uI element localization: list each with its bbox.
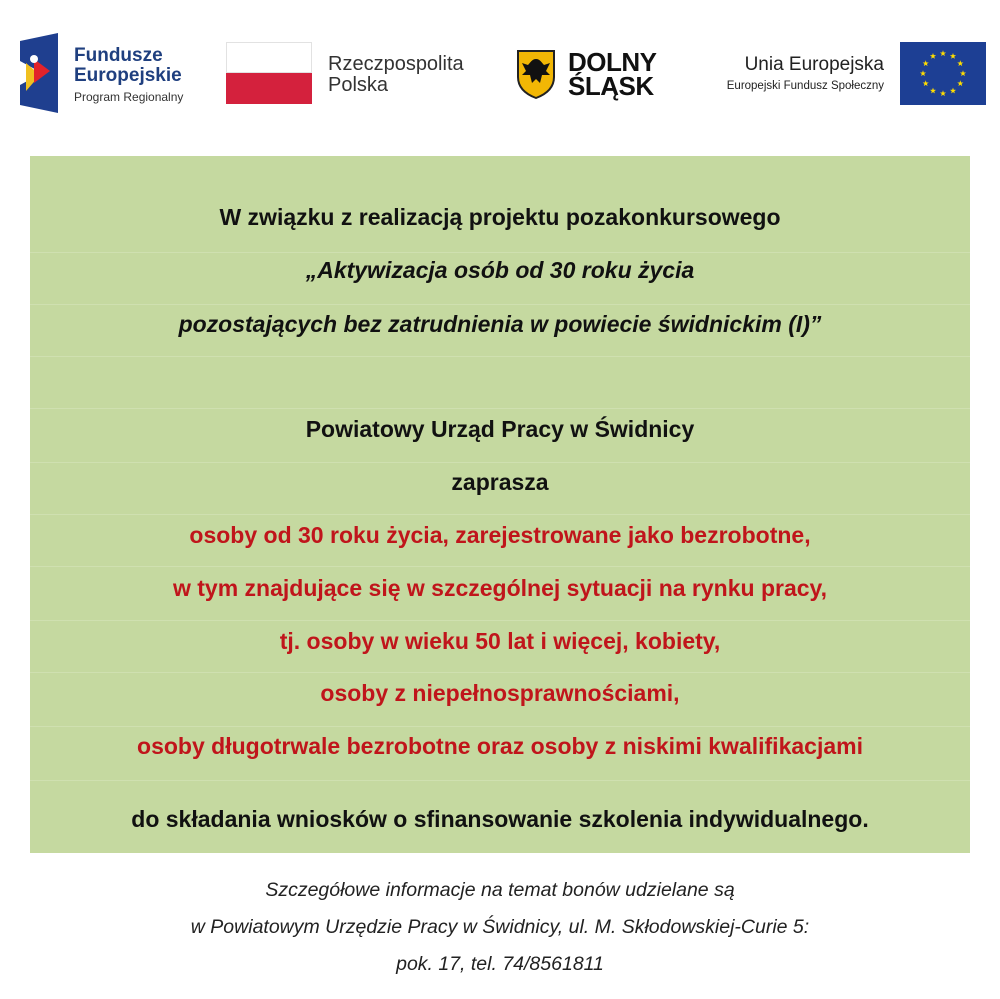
unia-line1: Unia Europejska [744, 54, 884, 75]
project-title-line2: pozostających bez zatrudnienia w powiecie świdnickim (I)” [178, 311, 822, 337]
rzeczpospolita-line1: Rzeczpospolita [328, 53, 464, 75]
target-line5: osoby długotrwale bezrobotne oraz osoby z niskimi kwalifikacjami [137, 733, 863, 759]
unia-europejska-text [700, 54, 884, 96]
announcement-panel [30, 156, 970, 853]
target-line2: w tym znajdujące się w szczególnej sytuacji na rynku pracy, [172, 575, 828, 601]
fundusze-line1: Fundusze [74, 45, 163, 66]
target-line1: osoby od 30 roku życia, zarejestrowane jako bezrobotne, [189, 522, 811, 548]
unia-line2: Europejski Fundusz Społeczny [726, 80, 884, 92]
target-line4: osoby z niepełnosprawnościami, [320, 680, 680, 706]
dolny-slask-line1: DOLNY [568, 47, 657, 77]
logo-bar [0, 0, 1000, 150]
fundusze-line2: Europejskie [74, 65, 182, 86]
office-name: Powiatowy Urząd Pracy w Świdnicy [305, 416, 695, 442]
fundusze-europejskie-logo-icon [20, 33, 60, 113]
dolny-slask-line2: ŚLĄSK [568, 71, 654, 101]
rzeczpospolita-text [328, 54, 464, 96]
intro-text: W związku z realizacją projektu pozakonkursowego [219, 204, 781, 230]
eu-flag-icon [900, 42, 986, 105]
polish-flag-icon [226, 42, 312, 104]
target-line3: tj. osoby w wieku 50 lat i więcej, kobiety, [279, 628, 721, 654]
fundusze-line3: Program Regionalny [74, 90, 184, 104]
contact-info [0, 872, 1000, 983]
project-title-line1: „Aktywizacja osób od 30 roku życia [305, 257, 695, 283]
footer-line3: pok. 17, tel. 74/8561811 [396, 953, 604, 975]
rzeczpospolita-line2: Polska [328, 74, 389, 96]
footer-line2: w Powiatowym Urzędzie Pracy w Świdnicy, ul. M. Skłodowskiej-Curie 5: [190, 916, 810, 938]
fundusze-europejskie-text [74, 46, 183, 108]
invites-text: zaprasza [451, 469, 549, 495]
dolny-slask-text [568, 47, 657, 101]
purpose-text: do składania wniosków o sfinansowanie szkolenia indywidualnego. [131, 806, 869, 832]
footer-line1: Szczegółowe informacje na temat bonów udzielane są [265, 879, 735, 901]
dolny-slask-eagle-shield-icon [516, 49, 556, 99]
